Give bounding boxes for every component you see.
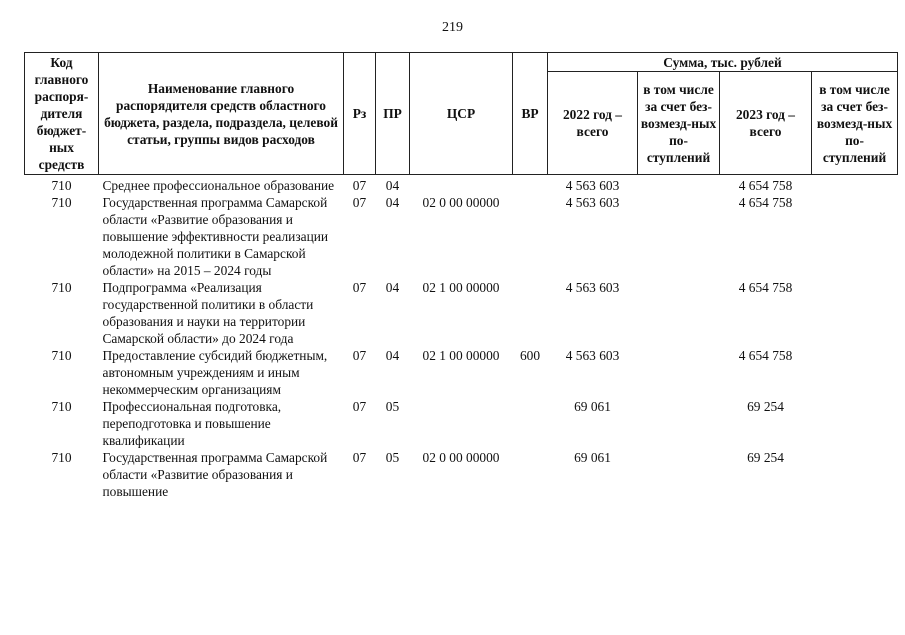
cell-2022-total: 69 061 (574, 399, 611, 414)
cell-name: Среднее профессиональное образование (102, 178, 335, 193)
page-number: 219 (442, 20, 463, 35)
cell-csr: 02 1 00 00000 (422, 348, 500, 363)
header-2022-free: в том числе за счет без-возмезд-ных по-ступлений (638, 72, 720, 175)
header-vr: ВР (513, 53, 548, 175)
cell-vr (513, 449, 548, 500)
cell-rz: 07 (352, 280, 367, 295)
cell-2022-total: 4 563 603 (565, 348, 620, 363)
cell-2022-total: 69 061 (574, 450, 611, 465)
table-row (25, 194, 898, 279)
cell-pr: 04 (385, 178, 400, 193)
table-header (25, 53, 898, 175)
cell-rz: 07 (352, 348, 367, 363)
table-row (25, 398, 898, 449)
cell-2022-free (638, 175, 720, 195)
cell-2023-free (812, 279, 898, 347)
cell-2023-total: 69 254 (747, 450, 784, 465)
header-rz: Рз (344, 53, 376, 175)
cell-2022-total: 4 563 603 (565, 195, 620, 210)
cell-pr: 04 (385, 348, 400, 363)
header-code: Код главного распоря-дителя бюджет-ных средств (25, 53, 99, 175)
cell-vr: 600 (519, 348, 541, 363)
cell-code: 710 (51, 399, 72, 414)
cell-2022-free (638, 279, 720, 347)
header-2023-free: в том числе за счет без-возмезд-ных по-ступлений (812, 72, 898, 175)
cell-2023-total: 4 654 758 (738, 280, 793, 295)
cell-2022-total: 4 563 603 (565, 280, 620, 295)
cell-2023-free (812, 398, 898, 449)
table-row (25, 347, 898, 398)
cell-pr: 05 (385, 399, 400, 414)
cell-2022-free (638, 449, 720, 500)
cell-csr: 02 0 00 00000 (422, 450, 500, 465)
cell-pr: 04 (385, 280, 400, 295)
cell-csr (410, 175, 513, 195)
cell-code: 710 (51, 178, 72, 193)
cell-2022-free (638, 398, 720, 449)
header-sum: Сумма, тыс. рублей (548, 53, 898, 72)
cell-code: 710 (51, 348, 72, 363)
header-name: Наименование главного распорядителя средств областного бюджета, раздела, подраздела, целевой статьи, группы видов расходов (99, 53, 344, 175)
header-2023-total: 2023 год – всего (720, 72, 812, 175)
cell-2023-free (812, 347, 898, 398)
cell-code: 710 (51, 195, 72, 210)
cell-name: Государственная программа Самарской области «Развитие образования и повышение (102, 450, 328, 499)
cell-vr (513, 175, 548, 195)
header-csr: ЦСР (410, 53, 513, 175)
cell-name: Государственная программа Самарской области «Развитие образования и повышение эффективности реализации молодежной политики в Самарской области» на 2015 – 2024 годы (102, 195, 329, 278)
cell-vr (513, 194, 548, 279)
cell-2022-free (638, 194, 720, 279)
cell-2023-free (812, 175, 898, 195)
cell-code: 710 (51, 280, 72, 295)
cell-name: Подпрограмма «Реализация государственной политики в области образования и науки на территории Самарской области» до 2024 года (102, 280, 314, 346)
cell-2023-free (812, 194, 898, 279)
cell-code: 710 (51, 450, 72, 465)
cell-2023-free (812, 449, 898, 500)
cell-name: Профессиональная подготовка, переподготовка и повышение квалификации (102, 399, 282, 448)
header-2022-total: 2022 год – всего (548, 72, 638, 175)
cell-rz: 07 (352, 178, 367, 193)
budget-table (24, 52, 898, 500)
table-row (25, 449, 898, 500)
cell-2023-total: 4 654 758 (738, 348, 793, 363)
cell-2022-total: 4 563 603 (565, 178, 620, 193)
cell-rz: 07 (352, 450, 367, 465)
cell-2023-total: 4 654 758 (738, 195, 793, 210)
cell-2023-total: 69 254 (747, 399, 784, 414)
cell-rz: 07 (352, 195, 367, 210)
cell-csr: 02 1 00 00000 (422, 280, 500, 295)
cell-csr (410, 398, 513, 449)
cell-vr (513, 398, 548, 449)
table-body (25, 175, 898, 501)
cell-pr: 04 (385, 195, 400, 210)
header-pr: ПР (376, 53, 410, 175)
cell-csr: 02 0 00 00000 (422, 195, 500, 210)
cell-name: Предоставление субсидий бюджетным, автономным учреждениям и иным некоммерческим организациям (102, 348, 328, 397)
table-row (25, 175, 898, 195)
cell-2023-total: 4 654 758 (738, 178, 793, 193)
cell-2022-free (638, 347, 720, 398)
cell-pr: 05 (385, 450, 400, 465)
table-row (25, 279, 898, 347)
cell-vr (513, 279, 548, 347)
cell-rz: 07 (352, 399, 367, 414)
